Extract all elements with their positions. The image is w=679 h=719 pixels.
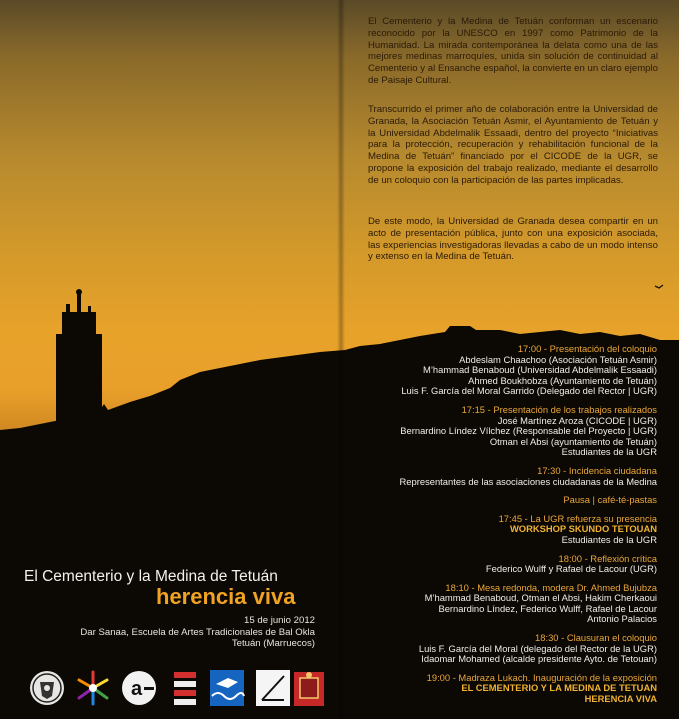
stripes-logo-icon [166, 668, 204, 708]
program-schedule [357, 344, 657, 713]
sponsor-logos [28, 668, 328, 708]
speaker: Estudiantes de la UGR [561, 533, 657, 545]
minaret-top [62, 312, 96, 336]
bird-wave-logo-icon [208, 668, 246, 708]
intro-paragraph-3: De este modo, la Universidad de Granada desea compartir en un acto de presentación pública, junto con una exposición asociada, las experiencias investigadoras llevadas a cabo de un modo intenso y extenso en la Medina de Tetuán. [368, 216, 658, 263]
slot-time: 18:10 - Mesa redonda, modera Dr. Ahmed Bujubza [445, 581, 657, 593]
exhibition-subtitle: HERENCIA VIVA [584, 693, 657, 705]
cover-title: El Cementerio y la Medina de Tetuán [24, 568, 278, 585]
schedule-slot-pause [357, 495, 657, 506]
speaker: Otman el Absi (ayuntamiento de Tetuán) [489, 435, 657, 447]
a-dash-icon [120, 668, 158, 708]
speaker: Estudiantes de la UGR [561, 446, 657, 458]
schedule-slot-1900 [357, 673, 657, 705]
slot-time: 17:15 - Presentación de los trabajos realizados [461, 403, 657, 415]
speaker: M’hammad Benaboud (Universidad Abdelmalik Essaadi) [423, 364, 657, 376]
speaker: Bernardino Líndez Vílchez (Responsable del Proyecto | UGR) [400, 425, 657, 437]
red-coat-of-arms-icon [290, 668, 328, 708]
slot-time: 18:00 - Reflexión crítica [558, 552, 657, 564]
drafting-logo-icon [254, 668, 292, 708]
slot-time: 18:30 - Clausuran el coloquio [535, 632, 657, 644]
speaker: Luis F. García del Moral (delegado del Rector de la UGR) [418, 642, 657, 654]
slot-time: 17:45 - La UGR refuerza su presencia [498, 512, 657, 524]
event-city: Tetuán (Marruecos) [231, 638, 315, 650]
minaret-shaft [56, 334, 102, 444]
speaker: José Martínez Aroza (CICODE | UGR) [497, 414, 657, 426]
speaker: Abdeslam Chaachoo (Asociación Tetuán Asmir) [459, 353, 657, 365]
bird-icon [655, 285, 663, 288]
schedule-slot-1730 [357, 466, 657, 487]
cover-subtitle: herencia viva [156, 584, 296, 609]
schedule-slot-1830 [357, 633, 657, 665]
speaker: Luis F. García del Moral Garrido (Delegado del Rector | UGR) [401, 385, 657, 397]
exhibition-title: EL CEMENTERIO Y LA MEDINA DE TETUAN [461, 682, 657, 694]
slot-time: 17:30 - Incidencia ciudadana [537, 464, 657, 476]
speaker: Ahmed Boukhobza (Ayuntamiento de Tetuán) [468, 374, 657, 386]
speaker: Representantes de las asociaciones ciudadanas de la Medina [399, 475, 657, 487]
slot-time: 19:00 - Madraza Lukach. Inauguración de la exposición [426, 671, 657, 683]
slot-time: Pausa | café-té-pastas [563, 494, 657, 506]
intro-paragraph-1: El Cementerio y la Medina de Tetuán conforman un escenario reconocido por la UNESCO en 1997 como Patrimonio de la Humanidad. La mirada contemporánea la delata como una de las mejores medinas marroquíes, unida sin solución de continuidad al Cementerio y al Ensanche español, la convierte en un claro ejemplo de Paisaje Cultural. [368, 16, 658, 86]
intro-paragraph-2: Transcurrido el primer año de colaboración entre la Universidad de Granada, la Asociación Tetuán Asmir, el Ayuntamiento de Tetuán y la Universidad Abdelmalik Essaadi, dentro del proyecto “Iniciativas para la protección, recuperación y rehabilitación funcional de la Medina de Tetuán” financiado por el CICODE de la UGR, se propone la exposición del trabajo realizado, mediante el desarrollo de un coloquio con la participación de las partes implicadas. [368, 104, 658, 186]
schedule-slot-1745 [357, 514, 657, 546]
colorful-star-icon [74, 668, 112, 708]
speaker: Antonio Palacios [587, 613, 657, 625]
schedule-slot-1800 [357, 554, 657, 575]
event-venue: Dar Sanaa, Escuela de Artes Tradicionales de Bal Okla [80, 626, 315, 638]
university-crest-icon [28, 668, 66, 708]
svg-text:a: a [131, 678, 143, 700]
schedule-slot-1715 [357, 405, 657, 458]
schedule-slot-1700 [357, 344, 657, 397]
event-date: 15 de junio 2012 [244, 615, 315, 626]
speaker: Idaomar Mohamed (alcalde presidente Ayto. de Tetouan) [421, 653, 657, 665]
slot-time: 17:00 - Presentación del coloquio [517, 343, 657, 354]
speaker: M’hammad Benaboud, Otman el Absi, Hakim Cherkaoui [424, 592, 657, 604]
page-fold [337, 0, 345, 719]
schedule-slot-1810 [357, 583, 657, 625]
workshop-highlight: WORKSHOP SKUNDO TETOUAN [509, 523, 657, 535]
speaker: Bernardino Líndez, Federico Wulff, Rafael de Lacour [438, 602, 657, 614]
speaker: Federico Wulff y Rafael de Lacour (UGR) [485, 563, 657, 575]
event-details [80, 615, 315, 650]
